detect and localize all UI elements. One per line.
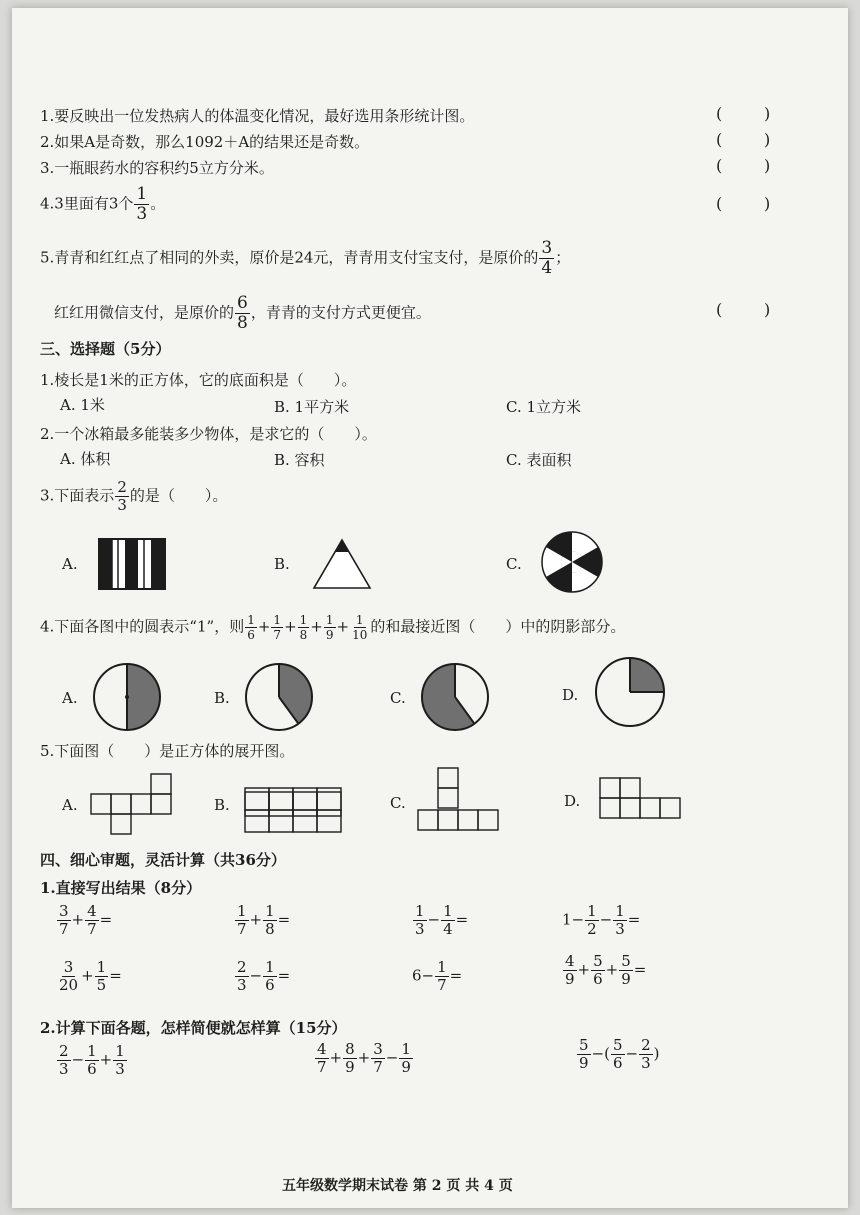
numerator: 1 — [136, 184, 148, 204]
numerator: 1 — [115, 1042, 125, 1060]
choice-q4-text: 4.下面各图中的圆表示“1”，则 — [40, 617, 245, 636]
fraction — [315, 1042, 329, 1075]
calc-sub2: 2.计算下面各题，怎样简便就怎样算（15分） — [40, 1019, 347, 1037]
choice-q3-text: 3.下面表示 — [40, 486, 115, 505]
plus-sign: + — [357, 1048, 371, 1067]
fraction — [435, 960, 449, 993]
plus-sign: + — [71, 910, 85, 929]
calc-expr-8 — [562, 954, 646, 987]
denominator: 2 — [587, 920, 597, 938]
calc-expr-5 — [56, 960, 122, 993]
numerator: 1 — [96, 958, 107, 976]
fraction — [134, 186, 149, 223]
plus-sign: + — [310, 617, 323, 636]
calc-expr-6 — [234, 960, 290, 993]
denominator: 9 — [401, 1058, 411, 1076]
numerator: 5 — [593, 952, 603, 970]
choice-q4 — [40, 614, 625, 641]
choice-q1-c[interactable]: C. 1立方米 — [506, 398, 582, 416]
fraction — [563, 954, 577, 987]
numerator: 1 — [87, 1042, 97, 1060]
denominator: 6 — [593, 970, 603, 988]
fraction — [263, 904, 277, 937]
denominator: 7 — [437, 976, 447, 994]
cube-net-b-grid — [244, 774, 346, 836]
choice-q4-a-label[interactable]: A. — [62, 689, 78, 707]
choice-q2-a[interactable]: A. 体积 — [60, 450, 111, 468]
fraction — [235, 960, 249, 993]
denominator: 3 — [415, 920, 425, 938]
denominator: 7 — [273, 628, 282, 642]
plus-sign: + — [336, 617, 350, 636]
numerator: 6 — [237, 293, 248, 313]
equals-sign: = — [449, 966, 463, 985]
numerator: 1 — [437, 958, 447, 976]
numerator: 4 — [565, 952, 575, 970]
fraction — [577, 1038, 591, 1071]
exam-page — [12, 8, 848, 1208]
answer-paren-right[interactable]: ) — [764, 194, 771, 213]
minus-sign: − — [249, 966, 263, 985]
calc-expr-4 — [562, 904, 640, 937]
sector-circle-figure — [540, 530, 604, 594]
denominator: 3 — [115, 1060, 125, 1078]
choice-q5-b-label[interactable]: B. — [214, 796, 230, 814]
fraction — [324, 614, 336, 641]
answer-paren-right[interactable]: ) — [764, 104, 771, 123]
cube-net-a — [90, 772, 176, 836]
answer-paren-left[interactable]: ( — [716, 104, 723, 123]
choice-q1: 1.棱长是1米的正方体，它的底面积是（ ）。 — [40, 371, 357, 389]
choice-q3-end: 的是（ ）。 — [129, 486, 228, 505]
equals-sign: = — [99, 910, 113, 929]
denominator: 7 — [87, 920, 97, 938]
fraction — [115, 480, 129, 513]
fraction — [399, 1042, 413, 1075]
denominator: 9 — [579, 1054, 589, 1072]
fraction — [271, 614, 283, 641]
judge-q5-line2 — [54, 295, 431, 332]
fraction — [350, 614, 369, 641]
choice-q1-a[interactable]: A. 1米 — [60, 396, 105, 414]
choice-q4-d-label[interactable]: D. — [562, 686, 579, 704]
numerator: 1 — [355, 613, 364, 627]
triangle-figure — [312, 538, 372, 592]
plus-sign: + — [257, 617, 271, 636]
denominator: 3 — [136, 204, 148, 224]
choice-q3-a-label[interactable]: A. — [62, 555, 78, 573]
sector-shaded-circle — [244, 662, 314, 732]
fraction — [613, 904, 627, 937]
calc-expr-2 — [234, 904, 290, 937]
fraction — [591, 954, 605, 987]
denominator: 5 — [96, 976, 107, 994]
choice-q3 — [40, 480, 227, 513]
denominator: 7 — [59, 920, 69, 938]
numerator: 4 — [87, 902, 97, 920]
calc-expr-10 — [314, 1042, 414, 1075]
numerator: 1 — [273, 613, 282, 627]
fraction — [113, 1044, 127, 1077]
judge-q2: 2.如果A是奇数，那么1092＋A的结果还是奇数。 — [40, 133, 370, 151]
answer-paren-right[interactable]: ) — [764, 300, 771, 319]
numerator: 8 — [345, 1040, 355, 1058]
numerator: 5 — [579, 1036, 589, 1054]
cube-net-c — [416, 766, 500, 834]
numerator: 3 — [59, 902, 69, 920]
numerator: 3 — [373, 1040, 383, 1058]
answer-paren-left[interactable]: ( — [716, 300, 723, 319]
choice-q1-b[interactable]: B. 1平方米 — [274, 398, 350, 416]
choice-q4-b-label[interactable]: B. — [214, 689, 230, 707]
equals-sign: = — [277, 910, 291, 929]
calc-expr-1 — [56, 904, 112, 937]
judge-q5-text: 5.青青和红红点了相同的外卖，原价是24元，青青用支付宝支付，是原价的 — [40, 248, 539, 267]
equals-sign: = — [455, 910, 469, 929]
denominator: 7 — [317, 1058, 327, 1076]
judge-q3: 3.一瓶眼药水的容积约5立方分米。 — [40, 159, 274, 177]
section-heading-choice: 三、选择题（5分） — [40, 340, 171, 358]
fraction — [441, 904, 455, 937]
denominator: 4 — [443, 920, 453, 938]
minus-sign: − — [71, 1050, 85, 1069]
denominator: 3 — [237, 976, 247, 994]
denominator: 9 — [345, 1058, 355, 1076]
denominator: 6 — [612, 1054, 623, 1072]
answer-paren-right[interactable]: ) — [764, 156, 771, 175]
section-heading-calc: 四、细心审题，灵活计算（共36分） — [40, 851, 286, 869]
equals-sign: = — [627, 910, 641, 929]
numerator: 1 — [299, 613, 308, 627]
choice-q3-b-label[interactable]: B. — [274, 555, 290, 573]
choice-q5-c-label[interactable]: C. — [390, 794, 406, 812]
fraction — [57, 904, 71, 937]
denominator: 6 — [247, 628, 255, 642]
plus-sign: + — [605, 960, 619, 979]
denominator: 9 — [565, 970, 575, 988]
numerator: 1 — [443, 902, 453, 920]
calc-sub1: 1.直接写出结果（8分） — [40, 879, 202, 897]
cube-net-d — [598, 776, 684, 822]
minus-sign: − — [571, 910, 585, 929]
choice-q4-end: 的和最接近图（ ）中的阴影部分。 — [370, 617, 626, 636]
fraction — [95, 960, 109, 993]
denominator: 3 — [59, 1060, 69, 1078]
denominator: 9 — [621, 970, 631, 988]
choice-q2-b[interactable]: B. 容积 — [274, 451, 325, 469]
denominator: 3 — [641, 1054, 651, 1072]
fraction — [298, 614, 310, 641]
numerator: 2 — [237, 958, 247, 976]
choice-q2: 2.一个冰箱最多能装多少物体，是求它的（ ）。 — [40, 425, 377, 443]
minus-sign: − — [599, 910, 613, 929]
striped-rectangle-figure — [98, 538, 168, 592]
numerator: 1 — [615, 902, 625, 920]
plus-sign: + — [99, 1050, 113, 1069]
denominator: 10 — [352, 628, 368, 642]
plus-sign: + — [577, 960, 591, 979]
fraction — [343, 1042, 357, 1075]
numerator: 5 — [621, 952, 631, 970]
denominator: 6 — [87, 1060, 97, 1078]
large-sector-shaded-circle — [420, 662, 490, 732]
numerator: 2 — [117, 478, 127, 496]
calc-expr-7 — [412, 960, 462, 993]
plus-sign: + — [81, 966, 94, 985]
minus-sign: − — [421, 966, 435, 985]
fraction — [235, 295, 250, 332]
judge-q5-text2: 红红用微信支付，是原价的 — [54, 303, 235, 322]
answer-paren-left[interactable]: ( — [716, 130, 723, 149]
judge-q4 — [40, 186, 165, 223]
fraction — [245, 614, 257, 641]
numerator: 1 — [325, 613, 334, 627]
minus-sign: − — [427, 910, 441, 929]
numerator: 4 — [317, 1040, 327, 1058]
fraction — [85, 1044, 99, 1077]
integer: 1 — [562, 910, 572, 929]
plus-sign: + — [284, 617, 297, 636]
fraction — [235, 904, 249, 937]
denominator: 7 — [373, 1058, 383, 1076]
numerator: 3 — [541, 238, 553, 258]
minus-sign: − — [591, 1044, 605, 1063]
left-paren: ( — [604, 1044, 610, 1063]
judge-q5-line1 — [40, 240, 570, 277]
numerator: 1 — [265, 902, 275, 920]
choice-q2-c[interactable]: C. 表面积 — [506, 451, 572, 469]
choice-q4-c-label[interactable]: C. — [390, 689, 406, 707]
choice-q5-a-label[interactable]: A. — [62, 796, 78, 814]
calc-expr-11 — [576, 1038, 660, 1071]
denominator: 20 — [59, 976, 79, 994]
denominator: 7 — [237, 920, 247, 938]
fraction — [585, 904, 599, 937]
choice-q5-d-label[interactable]: D. — [564, 792, 581, 810]
judge-q5-end2: ，青青的支付方式更便宜。 — [250, 303, 431, 322]
equals-sign: = — [109, 966, 122, 985]
numerator: 1 — [401, 1040, 411, 1058]
choice-q3-c-label[interactable]: C. — [506, 555, 522, 573]
numerator: 1 — [247, 613, 255, 627]
page-footer: 五年级数学期末试卷 第 2 页 共 4 页 — [282, 1178, 513, 1194]
fraction — [619, 954, 633, 987]
fraction — [57, 960, 80, 993]
denominator: 4 — [541, 258, 553, 278]
fraction — [371, 1042, 385, 1075]
numerator: 1 — [265, 958, 275, 976]
judge-q4-text: 4.3里面有3个 — [40, 194, 134, 213]
denominator: 8 — [299, 628, 308, 642]
denominator: 8 — [237, 313, 248, 333]
answer-paren-left[interactable]: ( — [716, 194, 723, 213]
numerator: 2 — [641, 1036, 651, 1054]
quarter-shaded-circle — [594, 656, 666, 728]
denominator: 9 — [325, 628, 334, 642]
equals-sign: = — [277, 966, 291, 985]
denominator: 3 — [615, 920, 625, 938]
calc-expr-9 — [56, 1044, 128, 1077]
plus-sign: + — [329, 1048, 343, 1067]
fraction — [413, 904, 427, 937]
numerator: 2 — [59, 1042, 69, 1060]
numerator: 1 — [415, 902, 425, 920]
fraction — [85, 904, 99, 937]
minus-sign: − — [625, 1044, 639, 1063]
numerator: 1 — [237, 902, 247, 920]
plus-sign: + — [249, 910, 263, 929]
answer-paren-right[interactable]: ) — [764, 130, 771, 149]
numerator: 5 — [612, 1036, 623, 1054]
fraction — [539, 240, 554, 277]
judge-q4-end: 。 — [150, 194, 166, 213]
integer: 6 — [412, 966, 422, 985]
right-paren: ) — [653, 1044, 660, 1063]
half-shaded-circle — [92, 662, 162, 732]
denominator: 3 — [117, 496, 127, 514]
calc-expr-3 — [412, 904, 468, 937]
numerator: 1 — [587, 902, 597, 920]
fraction — [57, 1044, 71, 1077]
equals-sign: = — [633, 960, 647, 979]
minus-sign: − — [385, 1048, 399, 1067]
fraction — [639, 1038, 653, 1071]
answer-paren-left[interactable]: ( — [716, 156, 723, 175]
fraction — [611, 1038, 625, 1071]
denominator: 8 — [265, 920, 275, 938]
fraction — [263, 960, 277, 993]
choice-q5: 5.下面图（ ）是正方体的展开图。 — [40, 742, 295, 760]
judge-q5-end1: ； — [555, 248, 571, 267]
judge-q1: 1.要反映出一位发热病人的体温变化情况，最好选用条形统计图。 — [40, 107, 475, 125]
denominator: 6 — [265, 976, 275, 994]
numerator: 3 — [63, 958, 74, 976]
